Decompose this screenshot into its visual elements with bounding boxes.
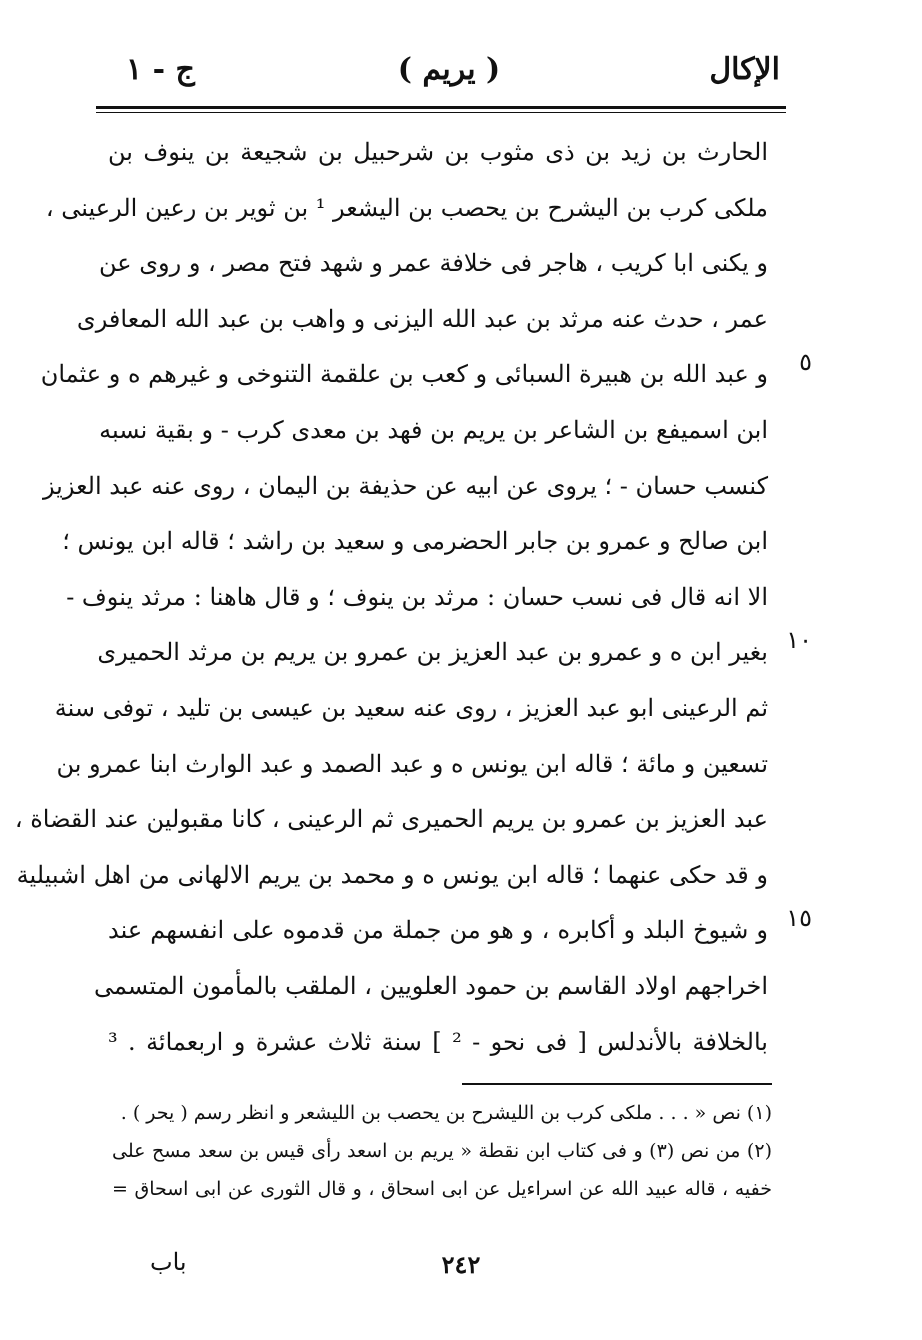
text-line: تسعين و مائة ؛ قاله ابن يونس ه و عبد الصمد و عبد الوارث ابنا عمرو بن	[56, 749, 768, 778]
text-line: عمر ، حدث عنه مرثد بن عبد الله اليزنى و واهب بن عبد الله المعافرى	[76, 304, 768, 333]
text-line: ملكى كرب بن اليشرح بن يحصب بن اليشعر ¹ بن ثوير بن رعين الرعينى ،	[45, 193, 768, 222]
header-rule-thick	[96, 106, 786, 109]
book-title: الإكال	[709, 52, 780, 87]
entry-root-heading: ( يريم )	[397, 52, 501, 87]
footnote: خفيه ، قاله عبيد الله عن اسراءيل عن ابى اسحاق ، و قال الثورى عن ابى اسحاق =	[112, 1178, 772, 1200]
footnote: (١) نص « . . . ملكى كرب بن الليشرح بن يحصب بن الليشعر و انظر رسم ( يحر ) .	[120, 1102, 772, 1124]
text-line: اخراجهم اولاد القاسم بن حمود العلويين ، الملقب بالمأمون المتسمى	[94, 971, 768, 1000]
line-number-marker: ٥	[799, 348, 812, 376]
text-line: ابن اسميفع بن الشاعر بن يريم بن فهد بن معدى كرب - و بقية نسبه	[99, 415, 768, 444]
text-line: بالخلافة بالأندلس [ فى نحو - ² ] سنة ثلاث عشرة و اربعمائة . ³	[108, 1027, 768, 1056]
line-number-marker: ١٠	[786, 626, 812, 654]
footnotes	[112, 1094, 772, 1208]
page-number: ٢٤٢	[441, 1250, 481, 1279]
text-line: ثم الرعينى ابو عبد العزيز ، روى عنه سعيد بن عيسى بن تليد ، توفى سنة	[54, 693, 768, 722]
text-line: كنسب حسان - ؛ يروى عن ابيه عن حذيفة بن اليمان ، روى عنه عبد العزيز	[42, 471, 768, 500]
text-line: الا انه قال فى نسب حسان : مرثد بن ينوف ؛ و قال هاهنا : مرثد ينوف -	[66, 582, 768, 611]
header-rule-thin	[96, 112, 786, 113]
text-line: و عبد الله بن هبيرة السبائى و كعب بن علقمة التنوخى و غيرهم ه و عثمان	[40, 360, 768, 389]
text-line: و شيوخ البلد و أكابره ، و هو من جملة من قدموه على انفسهم عند	[108, 916, 768, 945]
text-line: و يكنى ابا كريب ، هاجر فى خلافة عمر و شهد فتح مصر ، و روى عن	[99, 249, 768, 278]
volume-label: ج - ١	[126, 52, 195, 87]
text-line: ابن صالح و عمرو بن جابر الحضرمى و سعيد بن راشد ؛ قاله ابن يونس ؛	[62, 527, 768, 556]
footnote-rule	[462, 1083, 772, 1085]
text-line: الحارث بن زيد بن ذى مثوب بن شرحبيل بن شجيعة بن ينوف بن	[108, 138, 768, 166]
text-line: و قد حكى عنهما ؛ قاله ابن يونس ه و محمد بن يريم الالهانى من اهل اشبيلية	[16, 860, 768, 889]
catchword: باب	[150, 1248, 187, 1276]
running-header	[118, 52, 780, 96]
footnote: (٢) من نص (٣) و فى كتاب ابن نقطة « يريم بن اسعد رأى قيس بن سعد مسح على	[112, 1140, 772, 1162]
text-line: بغير ابن ه و عمرو بن عبد العزيز بن عمرو بن يريم بن مرثد الحميرى	[97, 638, 768, 667]
text-line: عبد العزيز بن عمرو بن يريم الحميرى ثم الرعينى ، كانا مقبولين عند القضاة ،	[14, 805, 768, 834]
main-text	[14, 125, 768, 1070]
line-number-marker: ١٥	[786, 904, 812, 932]
